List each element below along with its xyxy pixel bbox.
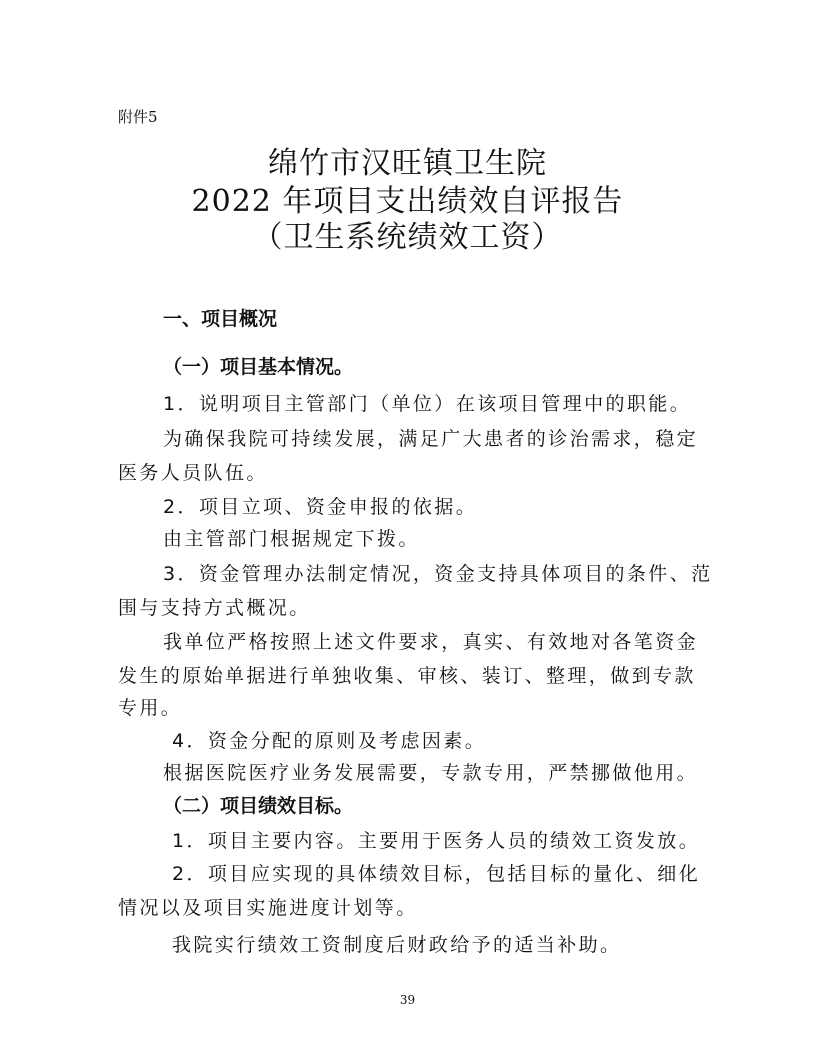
item1-text-line2: 医务人员队伍。 (118, 462, 268, 484)
goal2-text-line3: 我院实行绩效工资制度后财政给予的适当补助。 (172, 934, 622, 956)
subsection-heading-goals: （二）项目绩效目标。 (163, 795, 354, 817)
item4-heading: 4．资金分配的原则及考虑因素。 (172, 730, 487, 752)
item1-text-line1: 为确保我院可持续发展，满足广大患者的诊治需求，稳定 (163, 428, 699, 450)
item3-heading-line1: 3．资金管理办法制定情况，资金支持具体项目的条件、范 (163, 563, 713, 585)
attachment-label: 附件5 (118, 108, 158, 126)
item4-text: 根据医院医疗业务发展需要，专款专用，严禁挪做他用。 (163, 762, 699, 784)
subsection-heading-basic: （一）项目基本情况。 (163, 356, 354, 378)
goal1-text: 1．项目主要内容。主要用于医务人员的绩效工资发放。 (172, 830, 701, 852)
item2-heading: 2．项目立项、资金申报的依据。 (163, 496, 478, 518)
title-line-1: 绵竹市汉旺镇卫生院 (268, 146, 547, 181)
item1-heading: 1．说明项目主管部门（单位）在该项目管理中的职能。 (163, 393, 692, 415)
page-number: 39 (399, 993, 416, 1007)
item3-text-line3: 专用。 (118, 697, 183, 719)
title-line-2: 2022 年项目支出绩效自评报告 (191, 184, 624, 219)
goal2-text-line1: 2．项目应实现的具体绩效目标，包括目标的量化、细化 (172, 863, 701, 885)
item3-text-line2: 发生的原始单据进行单独收集、审核、装订、整理，做到专款 (118, 665, 696, 687)
item2-text: 由主管部门根据规定下拨。 (163, 528, 420, 550)
title-line-3: （卫生系统绩效工资） (252, 220, 563, 255)
goal2-text-line2: 情况以及项目实施进度计划等。 (118, 897, 418, 919)
item3-text-line1: 我单位严格按照上述文件要求，真实、有效地对各笔资金 (163, 631, 699, 653)
section-heading-overview: 一、项目概况 (163, 308, 278, 330)
item3-heading-line2: 围与支持方式概况。 (118, 597, 311, 619)
